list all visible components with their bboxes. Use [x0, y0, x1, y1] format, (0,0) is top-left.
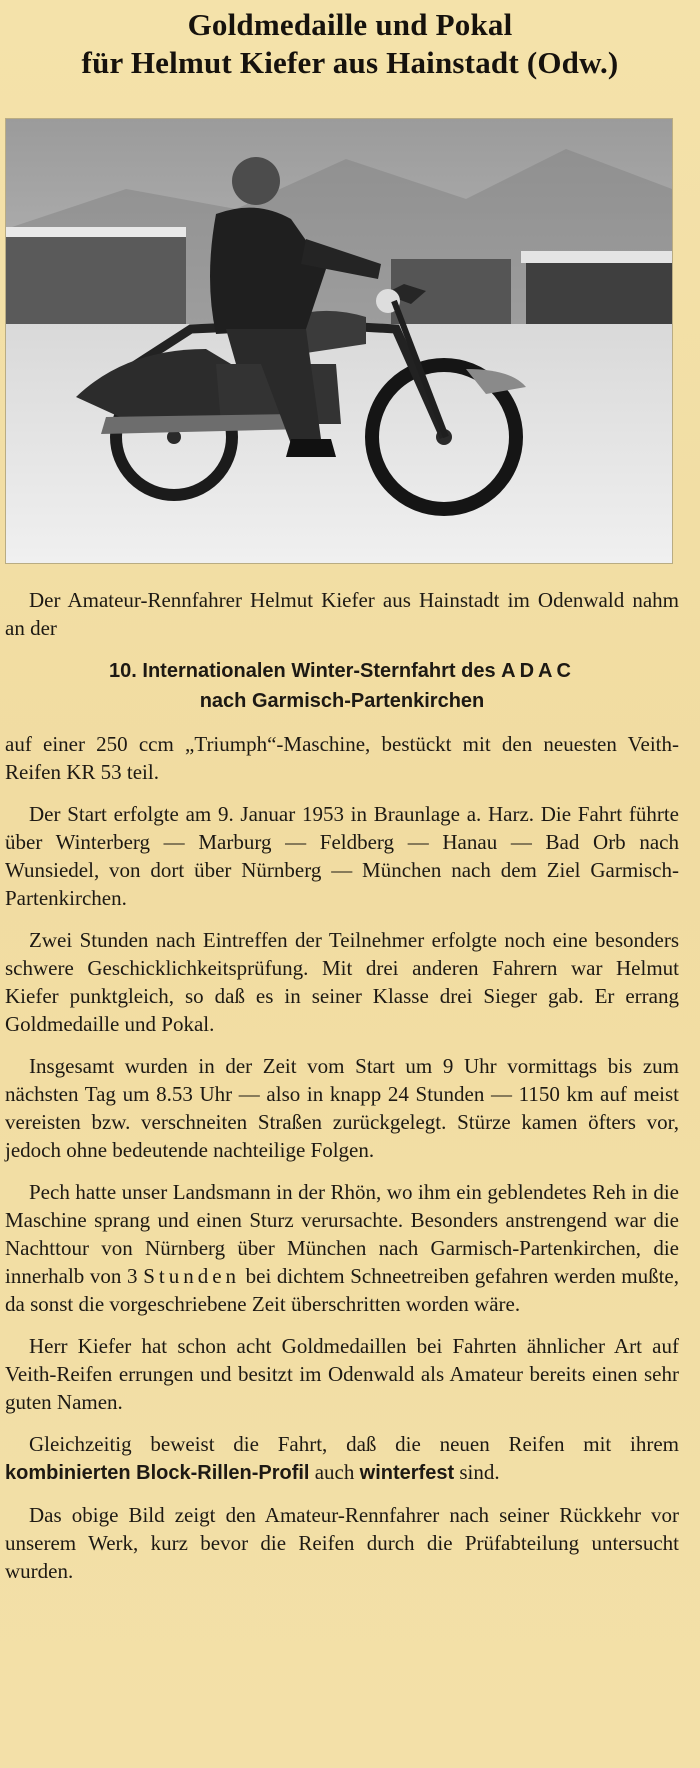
intro-paragraph: Der Amateur-Rennfahrer Helmut Kiefer aus Hainstadt im Odenwald nahm an der: [5, 588, 679, 640]
headline-line-2: für Helmut Kiefer aus Hainstadt (Odw.): [81, 45, 619, 80]
paragraph-5-spaced-word: Stunden: [143, 1264, 241, 1288]
snowy-ground: [6, 324, 672, 563]
building-left: [6, 234, 186, 329]
paragraph-1: auf einer 250 ccm „Triumph“-Maschine, bestückt mit den neuesten Veith-Reifen KR 53 teil.: [5, 732, 679, 784]
paragraph-5-before: Pech hatte unser Landsmann in der Rhön, wo ihm ein geblendetes Reh in die Maschine sprang und einen Sturz verursachte. Besonders anstrengend war die Nachttour von Nürnberg über München nach Garmisch-Partenkirchen, die innerhalb von 3: [5, 1180, 679, 1288]
headline-line-1: Goldmedaille und Pokal: [187, 7, 513, 42]
building-right-roof: [521, 251, 672, 263]
event-title-adac: ADAC: [501, 660, 575, 682]
paragraph-2: Der Start erfolgte am 9. Januar 1953 in Braunlage a. Harz. Die Fahrt führte über Winterberg — Marburg — Feldberg — Hanau — Bad Orb nach Wunsiedel, von dort über Nürnberg — München nach dem Ziel Garmisch-Partenkirchen.: [5, 802, 679, 910]
building-left-roof: [6, 227, 186, 237]
paragraph-5: [5, 1178, 679, 1318]
paragraph-7: [5, 1430, 679, 1487]
event-title-line-1a: 10. Internationalen Winter-Sternfahrt des: [109, 660, 496, 682]
paragraph-7-before: Gleichzeitig beweist die Fahrt, daß die neuen Reifen mit ihrem: [29, 1432, 679, 1456]
paragraph-7-bold-profile: kombinierten Block-Rillen-Profil: [5, 1462, 310, 1484]
paragraph-8: Das obige Bild zeigt den Amateur-Rennfahrer nach seiner Rückkehr vor unserem Werk, kurz bevor die Reifen durch die Prüfabteilung untersucht wurden.: [5, 1503, 679, 1583]
paragraph-6: Herr Kiefer hat schon acht Goldmedaillen bei Fahrten ähnlicher Art auf Veith-Reifen errungen und besitzt im Odenwald als Amateur bereits einen sehr guten Namen.: [5, 1334, 679, 1414]
paragraph-5-after: bei dichtem Schneetreiben gefahren werden mußte, da sonst die vorgeschriebene Zeit überschritten worden wäre.: [5, 1264, 680, 1316]
motorcycle-photo-illustration: [6, 119, 672, 563]
event-title: [5, 656, 679, 716]
article-headline: [0, 6, 700, 82]
article-body: [5, 586, 679, 1599]
paragraph-4: Insgesamt wurden in der Zeit vom Start um 9 Uhr vormittags bis zum nächsten Tag um 8.53 Uhr — also in knapp 24 Stunden — 1150 km auf meist vereisten bzw. verschneiten Straßen zurückgelegt. Stürze kamen öfters vor, jedoch ohne bedeutende nachteilige Folgen.: [5, 1054, 679, 1162]
motorcycle-photo: [5, 118, 673, 564]
paragraph-3: Zwei Stunden nach Eintreffen der Teilnehmer erfolgte noch eine besonders schwere Geschicklichkeitsprüfung. Mit drei anderen Fahrern war Helmut Kiefer punktgleich, so daß es in seiner Klasse drei Sieger gab. Er errang Goldmedaille und Pokal.: [5, 928, 679, 1036]
event-title-line-2: nach Garmisch-Partenkirchen: [199, 690, 485, 712]
paragraph-7-bold-winterfest: winterfest: [359, 1462, 455, 1484]
paragraph-7-after: sind.: [459, 1460, 500, 1484]
paragraph-7-middle: auch: [314, 1460, 355, 1484]
